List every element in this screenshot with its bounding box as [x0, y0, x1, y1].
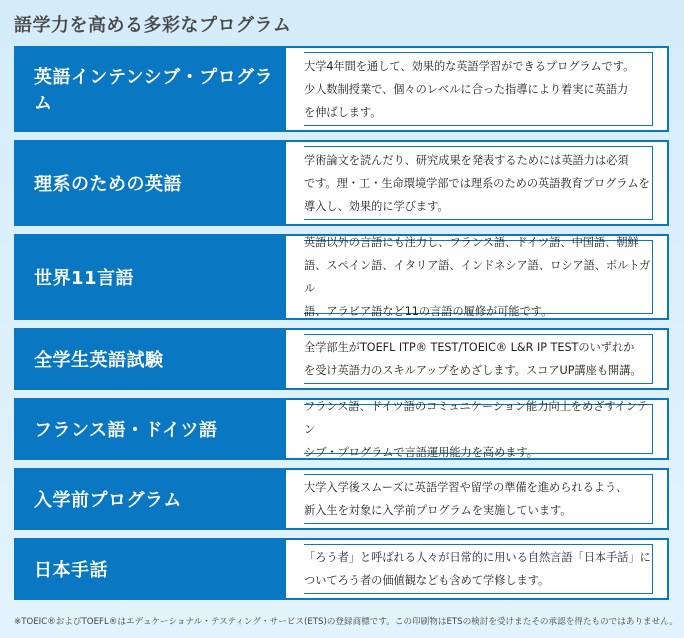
program-description: 大学入学後スムーズに英語学習や留学の準備を進められるよう、 新入生を対象に入学前プログラムを実施しています。: [304, 481, 628, 517]
program-title: フランス語・ドイツ語: [16, 400, 286, 458]
program-description: 学術論文を読んだり、研究成果を発表するためには英語力は必須 です。理・工・生命環境学部では理系のための英語教育プログラムを 導入し、効果的に学びます。: [304, 153, 650, 213]
program-row-french-german: [14, 398, 669, 460]
program-list: [14, 46, 669, 608]
program-title: 入学前プログラム: [16, 470, 286, 528]
program-description: 「ろう者」と呼ばれる人々が日常的に用いる自然言語「日本手話」に ついてろう者の価値観なども含めて学修します。: [304, 551, 651, 587]
program-description: 英語以外の言語にも注力し、フランス語、ドイツ語、中国語、朝鮮 語、スペイン語、イタリア語、インドネシア語、ロシア語、ポルトガル 語、アラビア語など11の言語の履修が可能です。: [304, 236, 651, 318]
program-description: 全学部生がTOEFL ITP® TEST/TOEIC® L&R IP TESTのいずれか を受け英語力のスキルアップをめざします。スコアUP講座も開講。: [304, 341, 642, 377]
program-description: 大学4年間を通して、効果的な英語学習ができるプログラムです。 少人数制授業で、個々のレベルに合った指導により着実に英語力 を伸ばします。: [304, 59, 635, 119]
program-description: フランス語、ドイツ語のコミュニケーション能力向上をめざすインテン シブ・プログラムで言語運用能力を高めます。: [304, 399, 649, 459]
program-title: 世界11言語: [16, 236, 286, 318]
page-heading: 語学力を高める多彩なプログラム: [14, 15, 292, 36]
program-title: 全学生英語試験: [16, 330, 286, 388]
program-row-english-test: [14, 328, 669, 390]
program-row-japanese-sign: [14, 538, 669, 600]
program-row-11-languages: [14, 234, 669, 320]
program-title: 理系のための英語: [16, 142, 286, 224]
program-title: 日本手話: [16, 540, 286, 598]
program-title: 英語インテンシブ・プログラム: [16, 48, 286, 130]
program-row-english-intensive: [14, 46, 669, 132]
footnote: ※TOEIC®およびTOEFL®はエデュケーショナル・テスティング・サービス(ETS)の登録商標です。この印刷物はETSの検討を受けまたその承認を得たものではありません。: [14, 617, 678, 627]
program-row-science-english: [14, 140, 669, 226]
program-row-pre-enrollment: [14, 468, 669, 530]
